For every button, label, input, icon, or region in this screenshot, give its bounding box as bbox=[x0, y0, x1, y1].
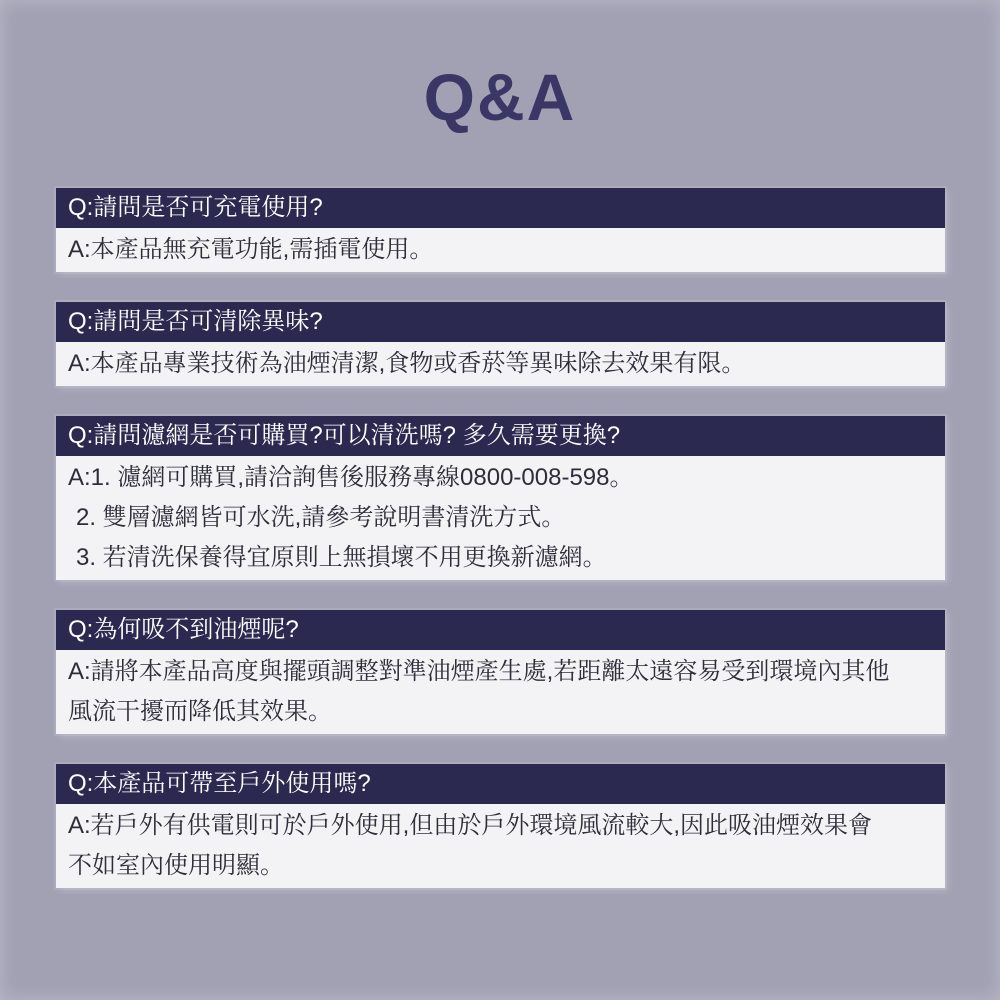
faq-item bbox=[56, 610, 945, 734]
faq-list bbox=[56, 188, 945, 888]
answer-line: A:本產品無充電功能,需插電使用。 bbox=[68, 236, 434, 263]
question-header: Q:請問濾網是否可購買?可以清洗嗎? 多久需要更換? bbox=[56, 416, 945, 456]
answer-line: 2. 雙層濾網皆可水洗,請參考說明書清洗方式。 bbox=[76, 504, 566, 531]
question-header: Q:請問是否可清除異味? bbox=[56, 302, 945, 342]
question-header: Q:本產品可帶至戶外使用嗎? bbox=[56, 764, 945, 804]
page-title: Q&A bbox=[423, 60, 577, 134]
answer-line: 風流干擾而降低其效果。 bbox=[68, 698, 332, 725]
faq-item bbox=[56, 188, 945, 272]
answer-line: A:1. 濾網可購買,請洽詢售後服務專線0800-008-598。 bbox=[68, 464, 634, 491]
answer-box bbox=[56, 804, 945, 888]
answer-line: A:本產品專業技術為油煙清潔,食物或香菸等異味除去效果有限。 bbox=[68, 350, 746, 377]
question-header: Q:為何吸不到油煙呢? bbox=[56, 610, 945, 650]
answer-box bbox=[56, 342, 945, 386]
faq-item bbox=[56, 302, 945, 386]
answer-line: A:請將本產品高度與擺頭調整對準油煙產生處,若距離太遠容易受到環境內其他 bbox=[68, 658, 890, 685]
answer-line: 不如室內使用明顯。 bbox=[68, 852, 284, 879]
answer-box bbox=[56, 650, 945, 734]
question-header: Q:請問是否可充電使用? bbox=[56, 188, 945, 228]
faq-item bbox=[56, 764, 945, 888]
answer-box bbox=[56, 456, 945, 580]
faq-item bbox=[56, 416, 945, 580]
answer-line: A:若戶外有供電則可於戶外使用,但由於戶外環境風流較大,因此吸油煙效果會 bbox=[68, 812, 873, 839]
answer-box bbox=[56, 228, 945, 272]
answer-line: 3. 若清洗保養得宜原則上無損壞不用更換新濾網。 bbox=[76, 544, 607, 571]
